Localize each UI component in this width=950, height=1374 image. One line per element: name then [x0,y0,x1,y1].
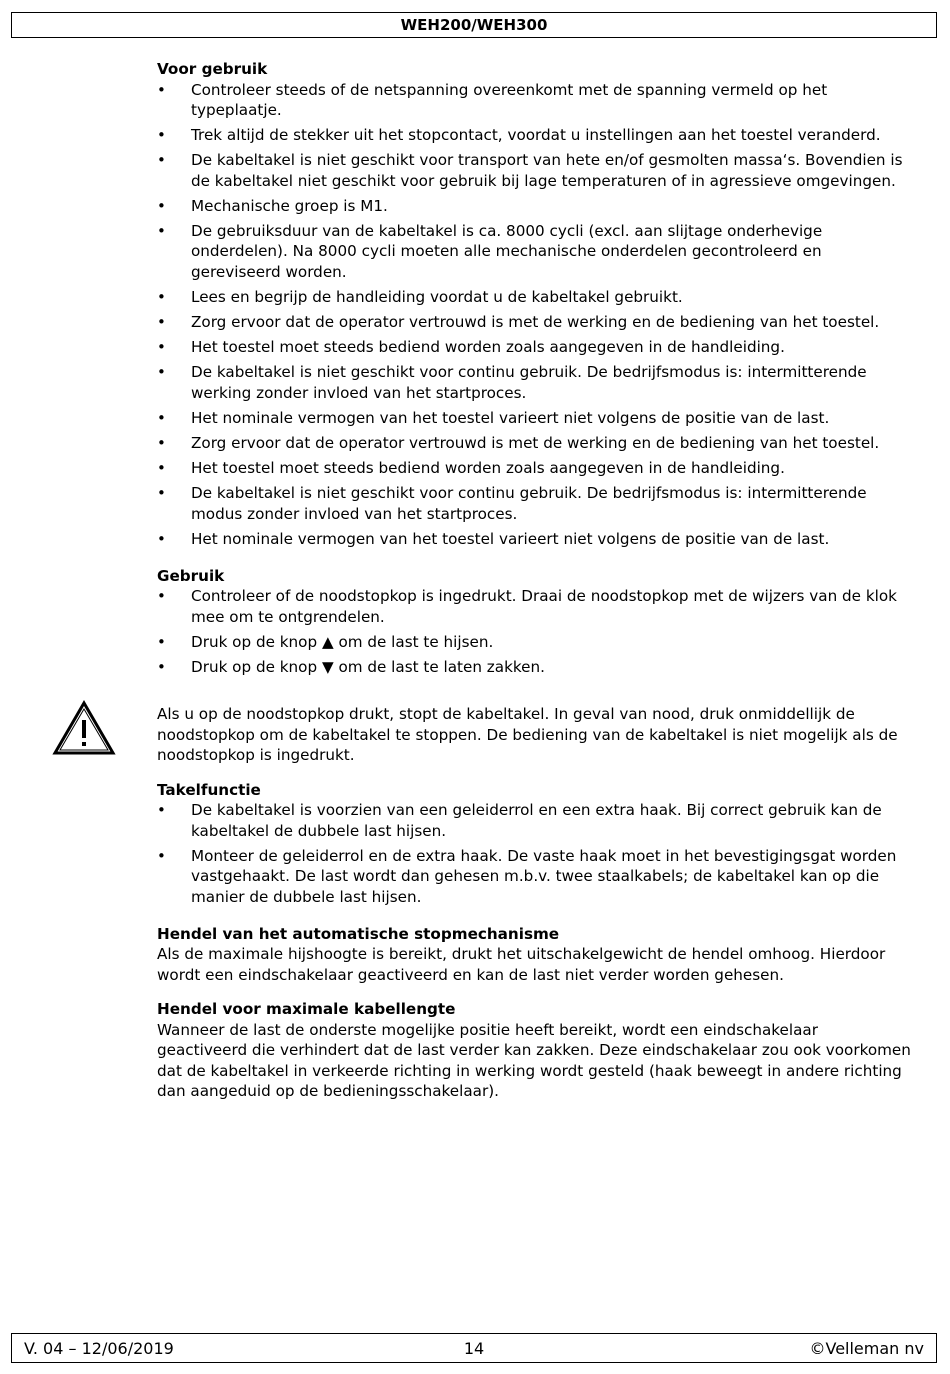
list-item: • Lees en begrijp de handleiding voordat u de kabeltakel gebruikt. [157,287,912,308]
warning-text: Als u op de noodstopkop drukt, stopt de kabeltakel. In geval van nood, druk onmiddellijk de noodstopkop om de kabeltakel te stoppen. De bediening van de kabeltakel is niet mogelijk als de noodstopkop is ingedrukt. [157,705,898,765]
page-footer [11,1333,937,1363]
list-item: • De kabeltakel is voorzien van een geleiderrol en een extra haak. Bij correct gebruik kan de kabeltakel de dubbele last hijsen. [157,800,912,841]
list-item: • Het nominale vermogen van het toestel varieert niet volgens de positie van de last. [157,408,912,429]
list-item: • De gebruiksduur van de kabeltakel is ca. 8000 cycli (excl. aan slijtage onderhevige onderdelen). Na 8000 cycli moeten alle mechanische onderdelen gecontroleerd en gereviseerd worden. [157,221,912,283]
document-body [157,59,912,1102]
list-item: • Het nominale vermogen van het toestel varieert niet volgens de positie van de last. [157,529,912,550]
section-title-voor-gebruik: Voor gebruik [157,60,268,78]
section-title-takelfunctie: Takelfunctie [157,780,261,799]
page-header [11,12,937,38]
warning-block [157,704,912,766]
list-item: • De kabeltakel is niet geschikt voor continu gebruik. De bedrijfsmodus is: intermitterende werking zonder invloed van het startproces. [157,362,912,403]
list-takelfunctie [157,800,912,907]
paragraph-hendel-kabel: Wanneer de last de onderste mogelijke positie heeft bereikt, wordt een eindschakelaar geactiveerd die verhindert dat de last verder kan zakken. Deze eindschakelaar zou ook voorkomen dat de kabeltakel in verkeerde richting in werking wordt gesteld (haak beweegt in andere richting dan aangeduid op de bedieningsschakelaar). [157,1020,911,1101]
header-title: WEH200/WEH300 [400,16,548,34]
list-item: • De kabeltakel is niet geschikt voor continu gebruik. De bedrijfsmodus is: intermitterende modus zonder invloed van het startproces. [157,483,912,524]
list-item: • De kabeltakel is niet geschikt voor transport van hete en/of gesmolten massa‘s. Bovendien is de kabeltakel niet geschikt voor gebruik bij lage temperaturen of in agressieve omgevingen. [157,150,912,191]
section-title-gebruik: Gebruik [157,566,225,585]
list-gebruik [157,586,912,677]
list-item: • Zorg ervoor dat de operator vertrouwd is met de werking en de bediening van het toestel. [157,433,912,454]
section-title-hendel-kabel: Hendel voor maximale kabellengte [157,1000,456,1019]
list-item: • Zorg ervoor dat de operator vertrouwd is met de werking en de bediening van het toestel. [157,312,912,333]
list-item: • Controleer steeds of de netspanning overeenkomt met de spanning vermeld op het typeplaatje. [157,80,912,121]
list-item: • Druk op de knop ▲ om de last te hijsen. [157,632,912,653]
list-item: • Controleer of de noodstopkop is ingedrukt. Draai de noodstopkop met de wijzers van de klok mee om te ontgrendelen. [157,586,912,627]
list-item: • Trek altijd de stekker uit het stopcontact, voordat u instellingen aan het toestel veranderd. [157,125,912,146]
footer-page-number: 14 [463,1338,485,1358]
list-item: • Het toestel moet steeds bediend worden zoals aangegeven in de handleiding. [157,458,912,479]
list-item: • Druk op de knop ▼ om de last te laten zakken. [157,657,912,678]
paragraph-hendel-stop: Als de maximale hijshoogte is bereikt, drukt het uitschakelgewicht de hendel omhoog. Hierdoor wordt een eindschakelaar geactiveerd en kan de last niet verder worden gehesen. [157,945,886,984]
footer-version: V. 04 – 12/06/2019 [24,1338,174,1358]
warning-triangle-icon [52,700,116,756]
list-item: • Het toestel moet steeds bediend worden zoals aangegeven in de handleiding. [157,337,912,358]
list-item: • Monteer de geleiderrol en de extra haak. De vaste haak moet in het bevestigingsgat worden vastgehaakt. De last wordt dan gehesen m.b.v. twee staalkabels; de kabeltakel kan op die manier de dubbele last hijsen. [157,846,912,908]
list-voor-gebruik [157,80,912,550]
list-item: • Mechanische groep is M1. [157,196,912,217]
footer-copyright: ©Velleman nv [809,1338,924,1358]
section-title-hendel-stop: Hendel van het automatische stopmechanisme [157,924,560,943]
